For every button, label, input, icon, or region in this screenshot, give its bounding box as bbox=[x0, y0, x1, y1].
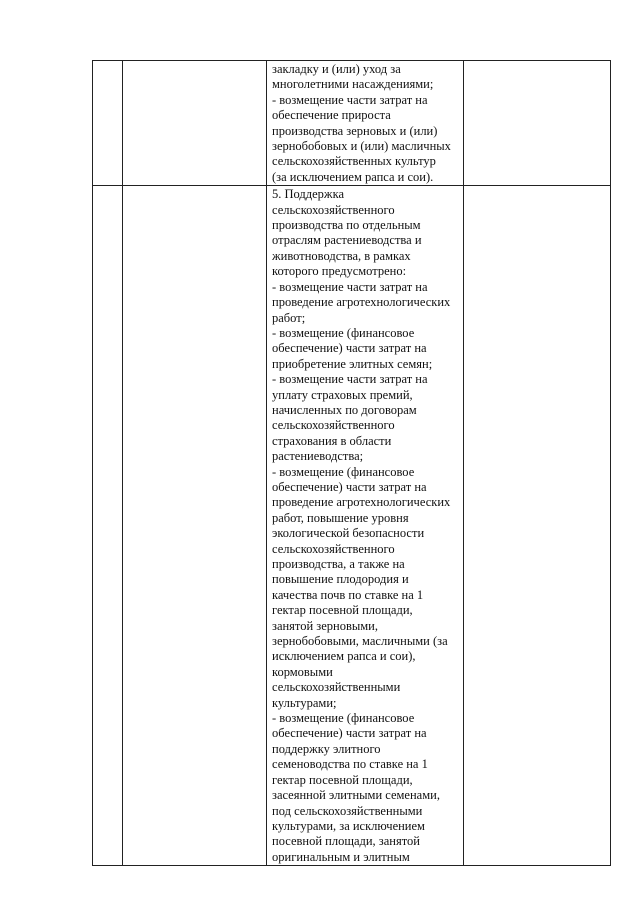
text-line: приобретение элитных семян; bbox=[272, 356, 433, 371]
text-line: зернобобовыми, масличными (за bbox=[272, 634, 448, 649]
document-table bbox=[92, 60, 611, 866]
text-line: - возмещение части затрат на bbox=[272, 92, 428, 107]
text-line: страхования в области bbox=[272, 433, 392, 448]
table-cell-notes bbox=[464, 61, 611, 186]
text-line: производства по отдельным bbox=[272, 218, 421, 233]
table-cell-number bbox=[93, 61, 123, 186]
text-line: растениеводства; bbox=[272, 449, 364, 464]
text-line: 5. Поддержка bbox=[272, 187, 345, 202]
table-cell-name bbox=[123, 61, 267, 186]
text-line: под сельскохозяйственными bbox=[272, 803, 423, 818]
text-line: - возмещение части затрат на bbox=[272, 372, 428, 387]
text-line: гектар посевной площади, bbox=[272, 772, 413, 787]
text-line: производства, а также на bbox=[272, 557, 405, 571]
text-line: повышение плодородия и bbox=[272, 572, 409, 587]
cell-text bbox=[267, 61, 463, 185]
text-line: семеноводства по ставке на 1 bbox=[272, 757, 428, 772]
text-line: производства зерновых и (или) bbox=[272, 123, 438, 138]
table-cell-description bbox=[267, 61, 464, 186]
table-cell-notes bbox=[464, 186, 611, 866]
text-line: зернобобовых и (или) масличных bbox=[272, 139, 451, 154]
text-line: качества почв по ставке на 1 bbox=[272, 587, 424, 602]
text-line: сельскохозяйственного bbox=[272, 418, 395, 433]
text-line: сельскохозяйственных культур bbox=[272, 154, 436, 169]
text-line: сельскохозяйственного bbox=[272, 541, 395, 556]
text-line: отраслям растениеводства и bbox=[272, 233, 422, 248]
text-line: начисленных по договорам bbox=[272, 402, 417, 417]
text-line: многолетними насаждениями; bbox=[272, 77, 434, 92]
cell-text bbox=[267, 186, 463, 865]
text-line: посевной площади, занятой bbox=[272, 834, 420, 849]
text-line: закладку и (или) уход за bbox=[272, 62, 401, 76]
text-line: сельскохозяйственного bbox=[272, 202, 395, 217]
text-line: - возмещение (финансовое bbox=[272, 464, 415, 479]
text-line: - возмещение (финансовое bbox=[272, 325, 415, 340]
text-line: обеспечение) части затрат на bbox=[272, 479, 427, 494]
table-cell-description bbox=[267, 186, 464, 866]
text-line: засеянной элитными семенами, bbox=[272, 788, 440, 803]
text-line: оригинальным и элитным bbox=[272, 849, 410, 864]
text-line: культурами; bbox=[272, 695, 337, 710]
table-cell-number bbox=[93, 186, 123, 866]
table-cell-name bbox=[123, 186, 267, 866]
table-row bbox=[93, 186, 611, 866]
text-line: животноводства, в рамках bbox=[272, 248, 411, 263]
text-line: уплату страховых премий, bbox=[272, 387, 413, 402]
text-line: кормовыми bbox=[272, 664, 333, 679]
text-line: исключением рапса и сои), bbox=[272, 649, 416, 664]
text-line: экологической безопасности bbox=[272, 526, 425, 541]
text-line: занятой зерновыми, bbox=[272, 618, 378, 633]
text-line: культурами, за исключением bbox=[272, 818, 425, 833]
text-line: поддержку элитного bbox=[272, 741, 381, 756]
text-line: - возмещение (финансовое bbox=[272, 711, 415, 726]
text-line: сельскохозяйственными bbox=[272, 680, 401, 695]
text-line: (за исключением рапса и сои). bbox=[272, 169, 434, 184]
text-line: которого предусмотрено: bbox=[272, 264, 407, 279]
text-line: обеспечение) части затрат на bbox=[272, 341, 427, 356]
text-line: работ, повышение уровня bbox=[272, 510, 409, 525]
table-row bbox=[93, 61, 611, 186]
text-line: работ; bbox=[272, 310, 306, 325]
text-line: обеспечение) части затрат на bbox=[272, 726, 427, 741]
text-line: - возмещение части затрат на bbox=[272, 279, 428, 294]
text-line: проведение агротехнологических bbox=[272, 495, 451, 510]
text-line: гектар посевной площади, bbox=[272, 603, 413, 618]
text-line: проведение агротехнологических bbox=[272, 295, 451, 310]
text-line: обеспечение прироста bbox=[272, 108, 391, 123]
